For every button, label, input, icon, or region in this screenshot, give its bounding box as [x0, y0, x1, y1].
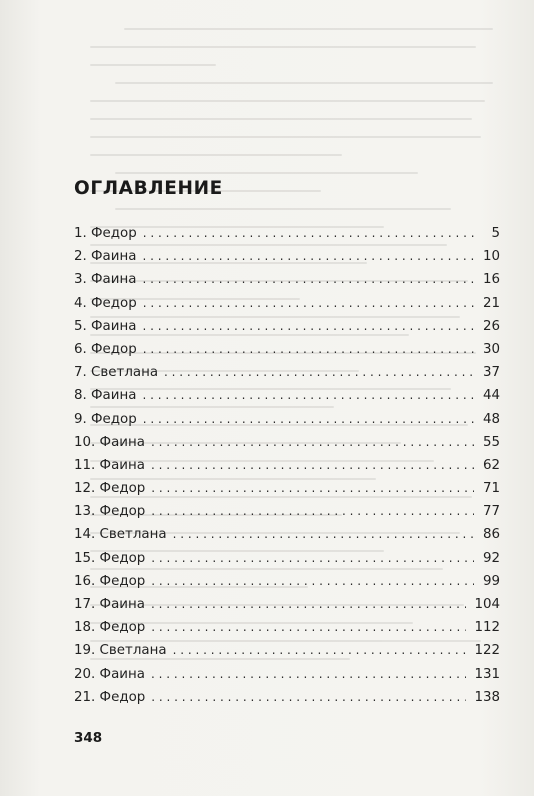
dot-leader [151, 574, 474, 588]
toc-entry [74, 319, 500, 342]
toc-entry-page: 86 [482, 527, 500, 543]
dot-leader [143, 226, 474, 240]
toc-entry-title: 17. Фаина [74, 597, 145, 612]
dot-leader [151, 620, 466, 634]
toc-entry-title: 7. Светлана [74, 365, 159, 381]
toc-entry [74, 458, 500, 481]
dot-leader [151, 504, 474, 518]
dot-leader [151, 690, 466, 704]
toc-heading: ОГЛАВЛЕНИЕ [74, 178, 223, 199]
dot-leader [151, 458, 474, 472]
toc-entry [74, 226, 500, 249]
toc-entry-page: 30 [482, 341, 500, 357]
toc-entry-page: 77 [482, 504, 500, 520]
dot-leader [151, 597, 466, 611]
toc-entry-page: 104 [474, 597, 500, 612]
toc-entry-page: 44 [482, 388, 500, 404]
toc-entry-page: 55 [482, 434, 500, 450]
toc-entry-page: 10 [482, 249, 500, 265]
toc-entry [74, 527, 500, 550]
dot-leader [173, 527, 474, 541]
toc-entry-page: 138 [474, 689, 500, 705]
toc-entry-page: 26 [482, 318, 500, 334]
page-number: 348 [74, 730, 103, 746]
toc-entry-page: 99 [482, 573, 500, 589]
dot-leader [173, 643, 467, 657]
dot-leader [142, 388, 474, 402]
toc-entry [74, 272, 500, 295]
dot-leader [143, 412, 474, 426]
toc-entry-title: 21. Федор [74, 689, 146, 705]
dot-leader [142, 272, 474, 286]
toc-entry-title: 10. Фаина [74, 434, 145, 450]
toc-entry-title: 11. Фаина [74, 457, 145, 473]
toc-entry-title: 4. Федор [74, 295, 137, 311]
table-of-contents [74, 226, 500, 713]
toc-entry-title: 8. Фаина [74, 388, 137, 404]
toc-entry-page: 37 [482, 365, 500, 381]
toc-entry [74, 690, 500, 713]
toc-entry-title: 15. Федор [74, 550, 146, 566]
toc-entry-page: 92 [482, 550, 500, 566]
dot-leader [142, 249, 474, 263]
dot-leader [151, 551, 474, 565]
toc-entry-page: 5 [491, 226, 500, 241]
toc-entry [74, 435, 500, 458]
toc-entry-page: 62 [482, 457, 500, 473]
toc-entry-page: 131 [474, 666, 500, 682]
toc-entry-title: 5. Фаина [74, 318, 137, 334]
toc-entry [74, 574, 500, 597]
toc-entry [74, 342, 500, 365]
toc-entry-title: 9. Федор [74, 411, 137, 427]
toc-entry-title: 3. Фаина [74, 272, 137, 288]
toc-entry-title: 19. Светлана [74, 643, 167, 659]
toc-entry-title: 18. Федор [74, 620, 146, 636]
toc-entry [74, 412, 500, 435]
dot-leader [151, 481, 474, 495]
toc-entry-page: 48 [482, 411, 500, 427]
toc-entry [74, 504, 500, 527]
toc-entry-title: 2. Фаина [74, 249, 137, 265]
toc-entry-title: 6. Федор [74, 341, 137, 357]
toc-entry [74, 481, 500, 504]
toc-entry-page: 16 [482, 272, 500, 288]
dot-leader [143, 296, 474, 310]
toc-entry-title: 13. Федор [74, 504, 146, 520]
dot-leader [142, 319, 474, 333]
toc-entry [74, 551, 500, 574]
toc-entry-title: 16. Федор [74, 573, 146, 589]
toc-entry-page: 122 [474, 643, 500, 659]
toc-entry [74, 643, 500, 666]
dot-leader [151, 435, 474, 449]
dot-leader [143, 342, 474, 356]
dot-leader [164, 365, 474, 379]
toc-entry [74, 249, 500, 272]
toc-entry [74, 667, 500, 690]
toc-entry-title: 1. Федор [74, 226, 137, 241]
toc-entry-title: 20. Фаина [74, 666, 145, 682]
toc-entry-title: 14. Светлана [74, 527, 167, 543]
toc-entry-title: 12. Федор [74, 481, 146, 497]
toc-entry [74, 388, 500, 411]
toc-entry-page: 71 [482, 481, 500, 497]
toc-entry [74, 597, 500, 620]
dot-leader [151, 667, 466, 681]
toc-entry [74, 620, 500, 643]
toc-entry [74, 296, 500, 319]
toc-entry-page: 21 [482, 295, 500, 311]
toc-entry-page: 112 [474, 620, 500, 636]
toc-entry [74, 365, 500, 388]
